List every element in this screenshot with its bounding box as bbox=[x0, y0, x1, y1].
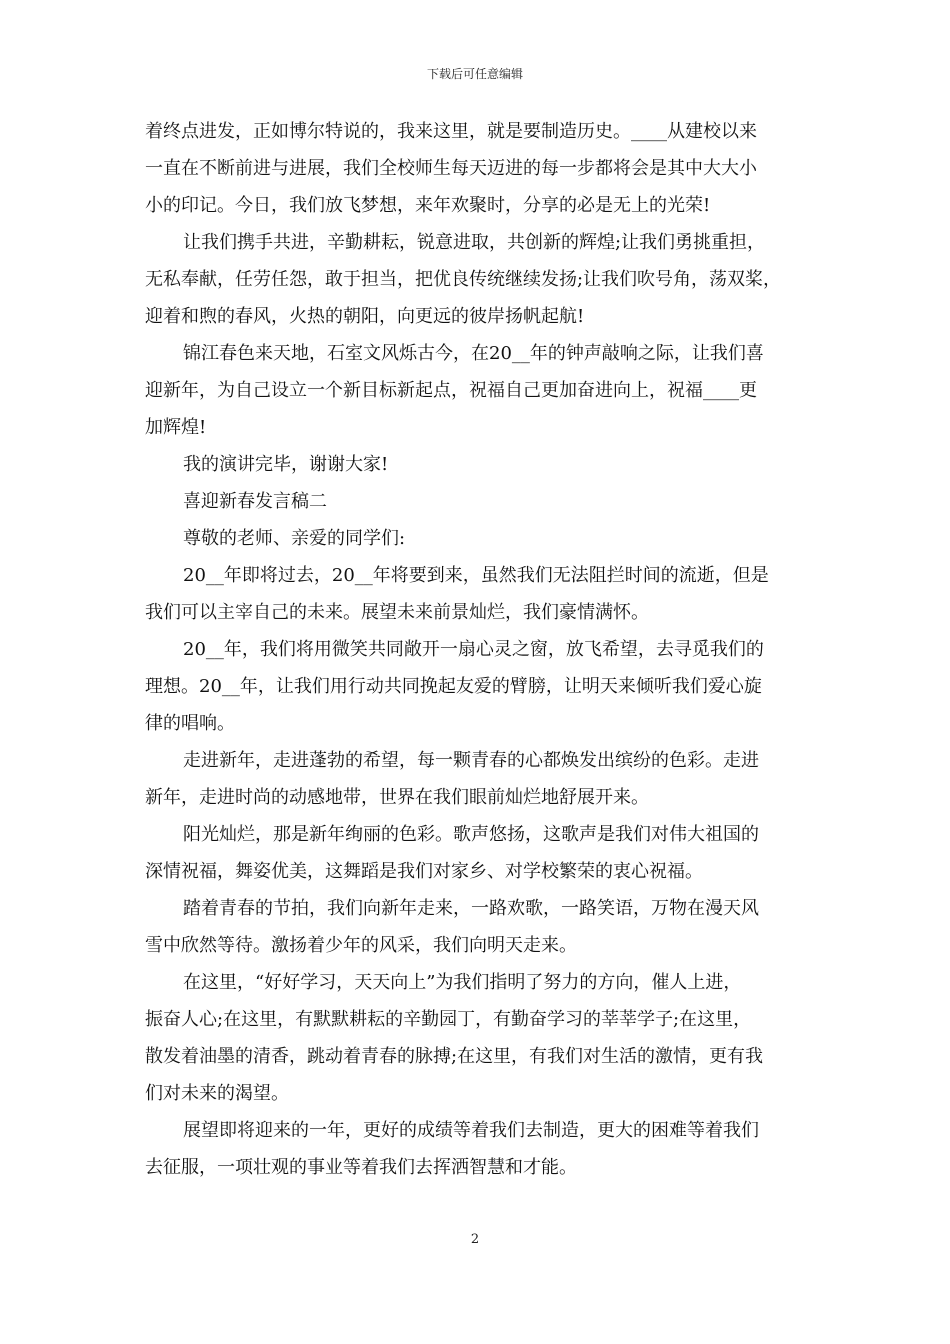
document-body bbox=[145, 113, 809, 1186]
text-line: 律的唱响。 bbox=[145, 713, 235, 734]
text-line: 迎着和煦的春风，火热的朝阳，向更远的彼岸扬帆起航! bbox=[145, 306, 585, 327]
text-line: 加辉煌! bbox=[145, 417, 207, 438]
section-title: 喜迎新春发言稿二 bbox=[183, 491, 327, 512]
text-line: 20__年，我们将用微笑共同敞开一扇心灵之窗，放飞希望，去寻觅我们的 bbox=[183, 639, 764, 660]
text-line: 阳光灿烂，那是新年绚丽的色彩。歌声悠扬，这歌声是我们对伟大祖国的 bbox=[183, 824, 759, 845]
text-line: 理想。20__年，让我们用行动共同挽起友爱的臂膀，让明天来倾听我们爱心旋 bbox=[145, 676, 762, 697]
text-line: 散发着油墨的清香，跳动着青春的脉搏;在这里，有我们对生活的激情，更有我 bbox=[145, 1046, 764, 1067]
text-line: 们对未来的渴望。 bbox=[145, 1083, 289, 1104]
text-line: 踏着青春的节拍，我们向新年走来，一路欢歌，一路笑语，万物在漫天风 bbox=[183, 898, 759, 919]
text-line: 展望即将迎来的一年，更好的成绩等着我们去制造，更大的困难等着我们 bbox=[183, 1120, 759, 1141]
text-line: 锦江春色来天地，石室文风烁古今，在20__年的钟声敲响之际，让我们喜 bbox=[183, 343, 764, 364]
text-line: 迎新年，为自己设立一个新目标新起点，祝福自己更加奋进向上，祝福____更 bbox=[145, 380, 757, 401]
text-line: 振奋人心;在这里，有默默耕耘的辛勤园丁，有勤奋学习的莘莘学子;在这里， bbox=[145, 1009, 752, 1030]
text-line: 20__年即将过去，20__年将要到来，虽然我们无法阻拦时间的流逝，但是 bbox=[183, 565, 769, 586]
text-line: 深情祝福，舞姿优美，这舞蹈是我们对家乡、对学校繁荣的衷心祝福。 bbox=[145, 861, 703, 882]
text-line: 在这里，“好好学习，天天向上”为我们指明了努力的方向，催人上进， bbox=[183, 972, 742, 993]
text-line: 新年，走进时尚的动感地带，世界在我们眼前灿烂地舒展开来。 bbox=[145, 787, 649, 808]
page-number: 2 bbox=[470, 1232, 480, 1247]
text-line: 无私奉献，任劳任怨，敢于担当，把优良传统继续发扬;让我们吹号角，荡双桨， bbox=[145, 269, 782, 290]
page-header: 下载后可任意编辑 bbox=[426, 67, 523, 81]
text-line: 我的演讲完毕，谢谢大家! bbox=[183, 454, 389, 475]
salutation: 尊敬的老师、亲爱的同学们: bbox=[183, 528, 406, 549]
text-line: 着终点进发，正如博尔特说的，我来这里，就是要制造历史。____从建校以来 bbox=[145, 121, 757, 142]
text-line: 一直在不断前进与进展，我们全校师生每天迈进的每一步都将会是其中大大小 bbox=[145, 158, 757, 179]
text-line: 我们可以主宰自己的未来。展望未来前景灿烂，我们豪情满怀。 bbox=[145, 602, 649, 623]
text-line: 雪中欣然等待。激扬着少年的风采，我们向明天走来。 bbox=[145, 935, 577, 956]
text-line: 去征服，一项壮观的事业等着我们去挥洒智慧和才能。 bbox=[145, 1157, 577, 1178]
text-line: 让我们携手共进，辛勤耕耘，锐意进取，共创新的辉煌;让我们勇挑重担， bbox=[183, 232, 766, 253]
text-line: 小的印记。今日，我们放飞梦想，来年欢聚时，分享的必是无上的光荣! bbox=[145, 195, 711, 216]
text-line: 走进新年，走进蓬勃的希望，每一颗青春的心都焕发出缤纷的色彩。走进 bbox=[183, 750, 759, 771]
